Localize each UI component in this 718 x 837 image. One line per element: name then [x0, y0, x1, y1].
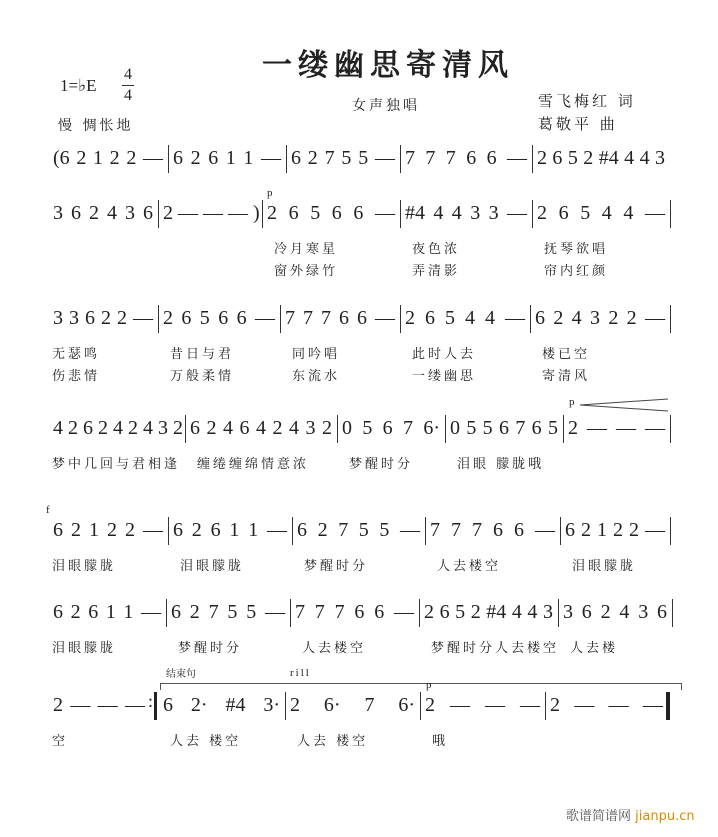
lyric: 人去 楼空 — [170, 734, 242, 749]
final-barline — [666, 692, 670, 720]
barline — [166, 599, 167, 627]
barline — [558, 599, 559, 627]
barline — [400, 145, 401, 173]
lyric: 夜色浓 — [412, 242, 461, 257]
measure: 2 6 5 4 4 — — [405, 307, 525, 329]
lyric: 抚琴欲唱 — [544, 242, 609, 257]
measure: 2 — — — — [568, 417, 665, 439]
barline — [262, 200, 263, 228]
lyricist: 雪飞梅红 词 — [538, 92, 636, 110]
barline — [158, 305, 159, 333]
tempo-marking: 慢 惆怅地 — [58, 118, 134, 134]
barline — [670, 517, 671, 545]
lyric: 冷月寒星 — [274, 242, 339, 257]
barline — [532, 145, 533, 173]
barline — [290, 599, 291, 627]
measure: 6 2 6 1 1 — — [173, 147, 281, 169]
barline — [670, 200, 671, 228]
measure: 3 3 6 2 2 — — [53, 307, 153, 329]
lyric: 东流水 — [292, 369, 341, 384]
time-top: 4 — [124, 66, 132, 83]
lyric: 泪眼朦胧 — [52, 641, 117, 656]
measure: 6 2 7 5 5 — — [291, 147, 395, 169]
lyric: 梦醒时分 — [349, 457, 414, 472]
lyric: 伤悲情 — [52, 369, 101, 384]
barline — [400, 305, 401, 333]
measure: 2 6 5 2 #4 4 4 3 — [537, 147, 665, 169]
lyric: 楼已空 — [542, 347, 591, 362]
measure: 6 2 6 1 1 — — [53, 601, 161, 623]
barline — [532, 200, 533, 228]
lyric: 窗外绿竹 — [274, 264, 339, 279]
key-signature: 1=♭E — [60, 76, 97, 95]
barline — [168, 517, 169, 545]
measure: 7 7 7 6 6 — — [285, 307, 395, 329]
barline — [425, 517, 426, 545]
measure: 2 6· 7 6· — [290, 694, 415, 716]
barline — [419, 599, 420, 627]
measure: 3 6 2 4 3 6 — [563, 601, 667, 623]
measure: 2 — — — — [550, 694, 663, 716]
lyric: 空 — [52, 734, 69, 749]
measure: 2 6 5 4 4 — — [537, 202, 665, 224]
rill-marking: rill — [290, 667, 311, 679]
repeat-barline — [154, 692, 157, 720]
measure: 6 2 1 2 2 — — [565, 519, 665, 541]
lyric: 人去 楼空 — [297, 734, 369, 749]
barline — [286, 145, 287, 173]
measure: 6 2 4 3 2 2 — — [535, 307, 665, 329]
lyric: 缠绻缠绵情意浓 — [197, 457, 310, 472]
lyric: 泪眼朦胧 — [180, 559, 245, 574]
ending-label: 结束句 — [166, 669, 196, 680]
lyric: 此时人去 — [412, 347, 477, 362]
barline — [185, 415, 186, 443]
barline — [563, 415, 564, 443]
measure: 6 2 4 6 4 2 4 3 2 — [190, 417, 332, 439]
lyric: 寄清风 — [542, 369, 591, 384]
lyric: 昔日与君 — [170, 347, 235, 362]
lyric: 梦中几回与君相逢 — [52, 457, 181, 472]
measure: 6 2 7 5 5 — — [171, 601, 285, 623]
dynamic-p: p — [267, 187, 273, 199]
barline — [158, 200, 159, 228]
dynamic-p: p — [569, 396, 575, 408]
performance-type: 女声独唱 — [352, 98, 420, 114]
barline — [530, 305, 531, 333]
measure: 2 6 5 6 6 — — [267, 202, 395, 224]
measure: 2 6 5 6 6 — — [163, 307, 275, 329]
measure: 2 — — — — [425, 694, 540, 716]
time-signature — [122, 66, 134, 105]
repeat-dots: : — [148, 691, 154, 711]
lyric: 弄清影 — [412, 264, 461, 279]
lyric: 人去楼空 — [302, 641, 367, 656]
lyric: 梦醒时分 — [304, 559, 369, 574]
barline — [168, 145, 169, 173]
watermark — [566, 805, 695, 824]
lyric: 同吟唱 — [292, 347, 341, 362]
measure: 0 5 6 7 6· — [342, 417, 440, 439]
lyric: 梦醒时分人去楼空 — [431, 641, 560, 656]
dynamic-p: p — [426, 679, 432, 691]
barline — [337, 415, 338, 443]
time-divider — [122, 85, 134, 86]
time-bottom: 4 — [124, 87, 132, 104]
measure: #4 4 4 3 3 — — [405, 202, 527, 224]
song-title: 一缕幽思寄清风 — [262, 48, 514, 83]
lyric: 泪眼朦胧 — [52, 559, 117, 574]
measure: 6 2 6 1 1 — — [173, 519, 287, 541]
measure: (6 2 1 2 2 — — [53, 147, 163, 169]
lyric: 泪眼 朦胧哦 — [457, 457, 545, 472]
lyric: 泪眼朦胧 — [572, 559, 637, 574]
lyric: 无瑟鸣 — [52, 347, 101, 362]
barline — [560, 517, 561, 545]
lyric: 帘内红颜 — [544, 264, 609, 279]
barline — [670, 305, 671, 333]
measure: 6 2 7 5 5 — — [297, 519, 420, 541]
barline — [672, 599, 673, 627]
composer: 葛敬平 曲 — [538, 115, 618, 133]
dynamic-f: f — [46, 504, 50, 516]
watermark-en: jianpu.cn — [635, 809, 695, 824]
measure: 7 7 7 6 6 — — [295, 601, 414, 623]
measure: 6 2· #4 3· — [163, 694, 280, 716]
lyric: 人去楼空 — [437, 559, 502, 574]
measure: 2 — — — ) — [163, 202, 260, 224]
measure: 2 6 5 2 #4 4 4 3 — [424, 601, 553, 623]
measure: 2 — — — — [53, 694, 145, 716]
lyric: 万般柔情 — [170, 369, 235, 384]
measure: 4 2 6 2 4 2 4 3 2 — [53, 417, 183, 439]
barline — [420, 692, 421, 720]
watermark-cn: 歌谱简谱网 — [566, 809, 632, 824]
barline — [285, 692, 286, 720]
barline — [670, 415, 671, 443]
measure: 3 6 2 4 3 6 — [53, 202, 153, 224]
lyric: 梦醒时分 — [178, 641, 243, 656]
lyric: 哦 — [432, 734, 449, 749]
measure: 7 7 7 6 6 — — [405, 147, 527, 169]
ending-bracket — [160, 683, 682, 690]
decrescendo-hairpin — [580, 398, 670, 412]
lyric: 人去楼 — [570, 641, 619, 656]
measure: 0 5 5 6 7 6 5 — [450, 417, 558, 439]
barline — [400, 200, 401, 228]
lyric: 一缕幽思 — [412, 369, 477, 384]
barline — [445, 415, 446, 443]
measure: 7 7 7 6 6 — — [430, 519, 555, 541]
barline — [280, 305, 281, 333]
measure: 6 2 1 2 2 — — [53, 519, 163, 541]
barline — [292, 517, 293, 545]
barline — [545, 692, 546, 720]
